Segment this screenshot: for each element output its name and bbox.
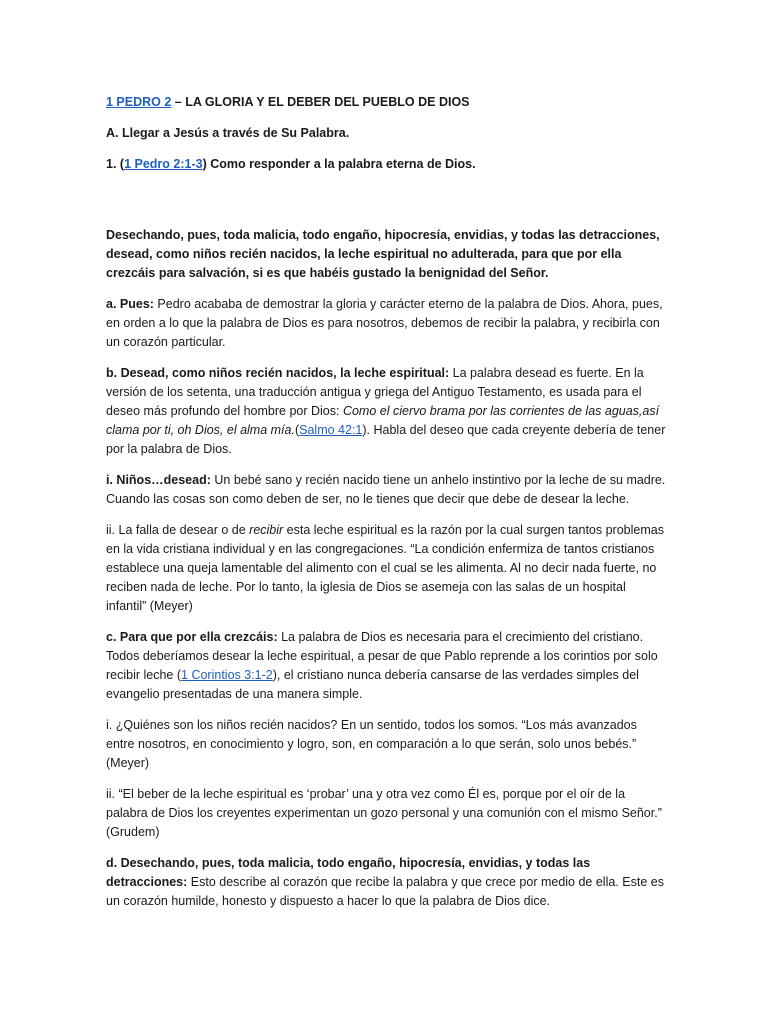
document-page [106, 93, 666, 923]
scripture-quote: Desechando, pues, toda malicia, todo engaño, hipocresía, envidias, y todas las detracciones, desead, como niños recién nacidos, la leche espiritual no adulterada, para que por ella crezcáis para salvación, si es que habéis gustado la benignidad del Señor. [106, 228, 660, 280]
paragraph-i-2: i. ¿Quiénes son los niños recién nacidos? En un sentido, todos los somos. “Los más avanzados entre nosotros, en conocimiento y logro, son, en comparación a lo que serán, solo unos bebés.” (Meyer) [106, 718, 637, 770]
paragraph-i-1: i. Niños…desead: Un bebé sano y recién nacido tiene un anhelo instintivo por la leche de su madre. Cuando las cosas son como deben de ser, no le tienes que decir que debe de desear la leche. [106, 473, 666, 506]
title-text: – LA GLORIA Y EL DEBER DEL PUEBLO DE DIOS [171, 95, 470, 109]
section-heading: A. Llegar a Jesús a través de Su Palabra. [106, 126, 350, 140]
paragraph-a: a. Pues: Pedro acababa de demostrar la gloria y carácter eterno de la palabra de Dios. Ahora, pues, en orden a lo que la palabra de Dios es para nosotros, debemos de recibir la palabra, y recibirla con un corazón particular. [106, 297, 663, 349]
paragraph-d: d. Desechando, pues, toda malicia, todo engaño, hipocresía, envidias, y todas las detracciones: Esto describe al corazón que recibe la palabra y que crece por medio de ella. Este es un corazón humilde, honesto y dispuesto a hacer lo que la palabra de Dios dice. [106, 856, 664, 908]
paragraph-ii-1: ii. La falla de desear o de recibir esta leche espiritual es la razón por la cual surgen tantos problemas en la vida cristiana individual y en las congregaciones. “La condición enfermiza de tantos cristianos establece una queja lamentable del alimento con el cual se les alimenta. Al no decir nada fuerte, no reciben nada de leche. Por lo tanto, la iglesia de Dios se asemeja con las salas de un hospital infantil” (Meyer) [106, 523, 664, 613]
spacer [106, 186, 666, 226]
corinthians-link[interactable]: 1 Corintios 3:1-2 [181, 668, 273, 682]
verse-ref-link[interactable]: 1 Pedro 2:1-3 [124, 157, 203, 171]
psalm-link[interactable]: Salmo 42:1 [299, 423, 363, 437]
paragraph-c: c. Para que por ella crezcáis: La palabra de Dios es necesaria para el crecimiento del cristiano. Todos deberíamos desear la leche espiritual, a pesar de que Pablo reprende a los corintios por solo recibir leche (1 Corintios 3:1-2), el cristiano nunca debería cansarse de las verdades simples del evangelio presentadas de una manera simple. [106, 630, 658, 701]
point-heading: 1. (1 Pedro 2:1-3) Como responder a la palabra eterna de Dios. [106, 157, 476, 171]
chapter-link[interactable]: 1 PEDRO 2 [106, 95, 172, 109]
paragraph-ii-2: ii. “El beber de la leche espiritual es ‘probar’ una y otra vez como Él es, porque por el oír de la palabra de Dios los creyentes experimentan un gozo personal y una comunión con el mismo Señor.” (Grudem) [106, 787, 662, 839]
paragraph-b: b. Desead, como niños recién nacidos, la leche espiritual: La palabra desead es fuerte. En la versión de los setenta, una traducción antigua y griega del Antiguo Testamento, es usada para el deseo más profundo del hombre por Dios: Como el ciervo brama por las corrientes de las aguas,así clama por ti, oh Dios, el alma mía.(Salmo 42:1). Habla del deseo que cada creyente debería de tener por la palabra de Dios. [106, 366, 666, 456]
page-title [106, 93, 666, 112]
